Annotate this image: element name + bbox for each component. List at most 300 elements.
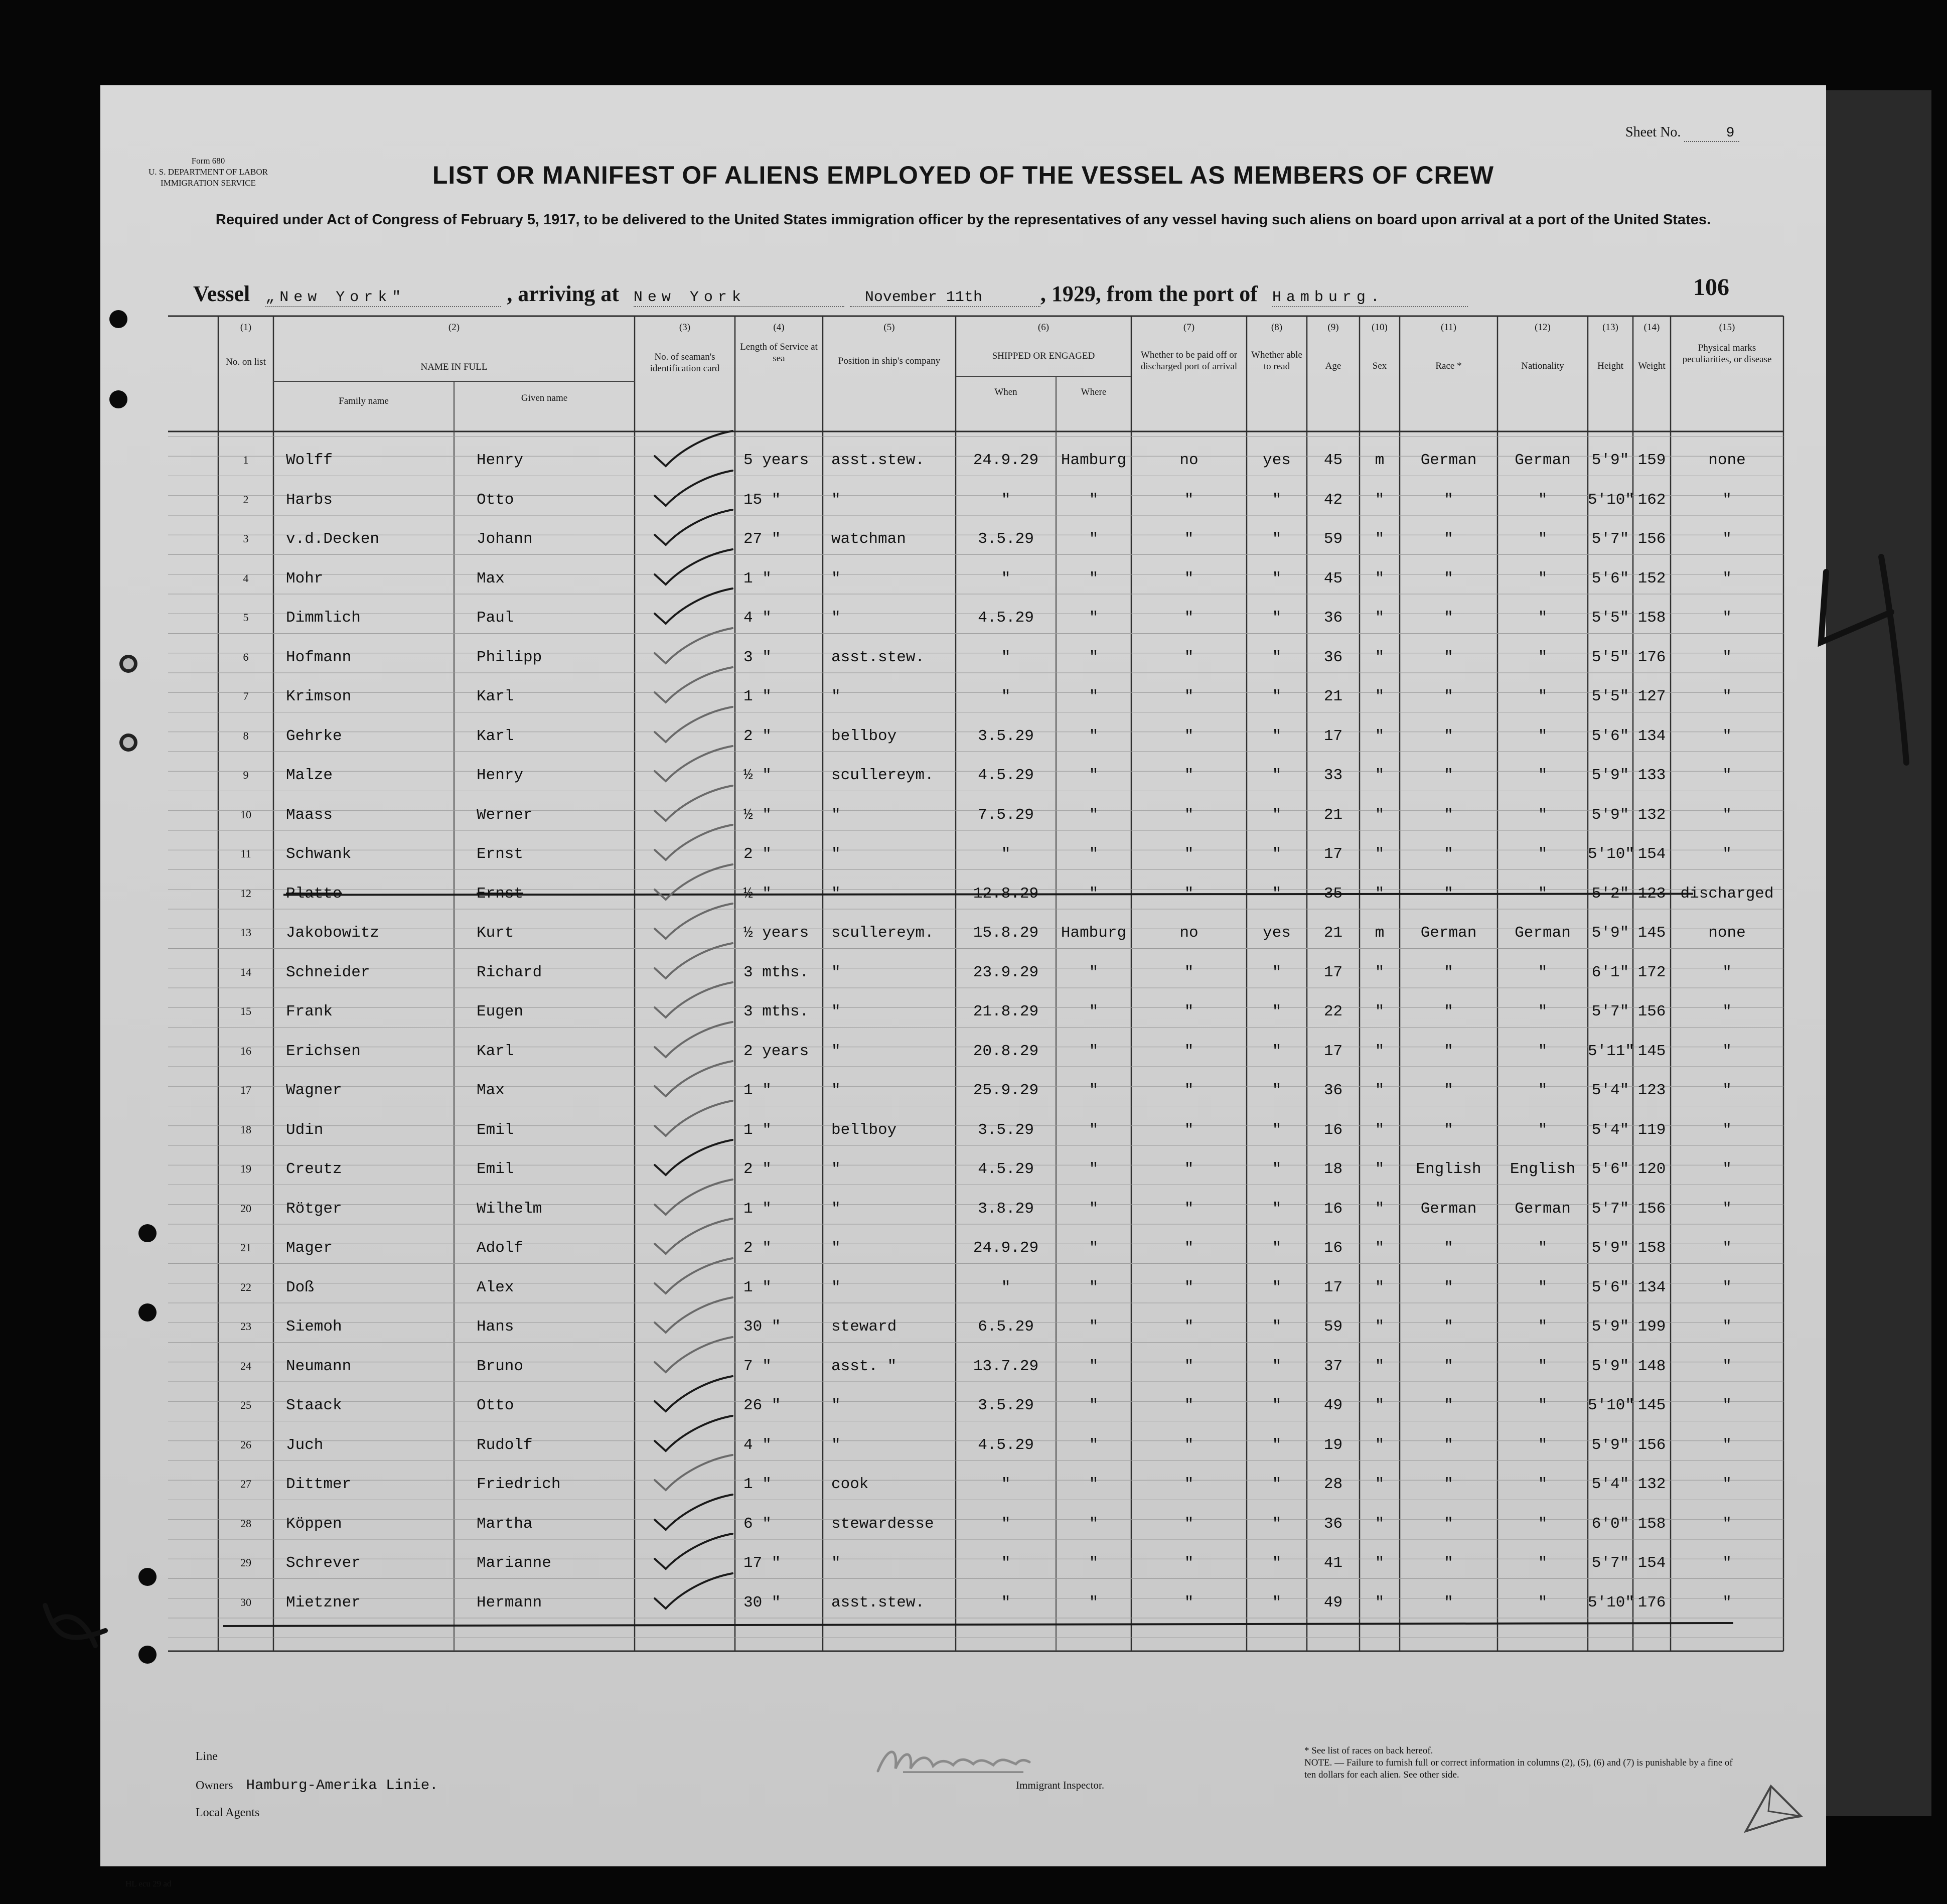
cell-when: "	[1001, 845, 1011, 863]
cell-no: 1	[243, 454, 249, 466]
cell-race: "	[1444, 1357, 1453, 1375]
cell-when: 24.9.29	[973, 452, 1039, 469]
cell-marks: "	[1722, 1554, 1732, 1572]
year-suffix: 29	[1073, 281, 1096, 306]
cell-age: 36	[1323, 609, 1343, 627]
cell-where: "	[1089, 1515, 1099, 1533]
pencil-mark-icon	[35, 1590, 115, 1656]
cell-position: "	[831, 1278, 841, 1296]
cell-position: "	[831, 1436, 841, 1454]
checkmark-icon	[650, 1059, 740, 1099]
cell-paid: "	[1184, 1397, 1194, 1414]
cell-no: 28	[240, 1517, 251, 1530]
cell-position: "	[831, 688, 841, 705]
cell-no: 2	[243, 493, 249, 506]
cell-marks: "	[1722, 1436, 1732, 1454]
cell-family: Hofmann	[286, 648, 352, 666]
footer-owners-value: Hamburg-Amerika Linie.	[246, 1777, 438, 1794]
vessel-name: „New York"	[265, 289, 501, 307]
cell-family: Staack	[286, 1397, 342, 1414]
vessel-line	[193, 281, 1468, 307]
checkmark-icon	[650, 428, 740, 469]
cell-position: asst.stew.	[831, 452, 925, 469]
cell-sex: "	[1375, 1476, 1385, 1493]
cell-no: 6	[243, 650, 249, 663]
cell-where: "	[1089, 885, 1099, 903]
cell-position: cook	[831, 1476, 869, 1493]
cell-given: Ernst	[477, 845, 524, 863]
checkmark-icon	[650, 468, 740, 508]
checkmark-icon	[650, 744, 740, 784]
cell-given: Bruno	[477, 1357, 524, 1375]
checkmark-icon	[650, 1019, 740, 1060]
cell-nat: "	[1538, 1515, 1548, 1533]
cell-race: "	[1444, 767, 1453, 784]
cell-family: Siemoh	[286, 1318, 342, 1336]
header-race: Race *	[1435, 361, 1462, 371]
cell-weight: 158	[1637, 1515, 1666, 1533]
header-age: Age	[1325, 361, 1341, 371]
cell-weight: 156	[1637, 1003, 1666, 1020]
cell-read: "	[1272, 609, 1282, 627]
print-code: HL ecu 29 ad	[125, 1879, 172, 1888]
cell-age: 28	[1323, 1476, 1343, 1493]
cell-height: 5'7"	[1591, 1200, 1629, 1218]
cell-when: 3.5.29	[978, 727, 1034, 745]
cell-when: 13.7.29	[973, 1357, 1039, 1375]
cell-weight: 119	[1637, 1121, 1666, 1139]
cell-service: 17 "	[743, 1554, 781, 1572]
cell-weight: 148	[1637, 1357, 1666, 1375]
cell-nat: "	[1538, 727, 1548, 745]
cell-nat: "	[1538, 688, 1548, 705]
cell-read: "	[1272, 845, 1282, 863]
cell-no: 8	[243, 729, 249, 742]
punch-hole-icon	[109, 310, 127, 328]
cell-where: "	[1089, 1200, 1099, 1218]
cell-read: "	[1272, 806, 1282, 824]
from-port: Hamburg.	[1272, 289, 1468, 307]
checkmark-icon	[650, 1137, 740, 1178]
checkmark-icon	[650, 1256, 740, 1296]
cell-race: "	[1444, 885, 1453, 903]
cell-race: "	[1444, 1397, 1453, 1414]
cell-weight: 154	[1637, 845, 1666, 863]
cell-service: 2 years	[743, 1042, 809, 1060]
header-able-read: Whether able to read	[1251, 350, 1302, 372]
cell-marks: "	[1722, 1160, 1732, 1178]
punch-hole-icon	[119, 655, 137, 673]
cell-given: Alex	[477, 1278, 514, 1296]
cell-where: "	[1089, 1278, 1099, 1296]
cell-weight: 145	[1637, 924, 1666, 942]
cell-family: Rötger	[286, 1200, 342, 1218]
cell-paid: "	[1184, 1357, 1194, 1375]
cell-given: Henry	[477, 767, 524, 784]
cell-weight: 172	[1637, 963, 1666, 981]
cell-paid: "	[1184, 1476, 1194, 1493]
cell-height: 5'10"	[1588, 491, 1635, 509]
cell-service: ½ "	[743, 885, 772, 903]
cell-read: "	[1272, 727, 1282, 745]
cell-when: 21.8.29	[973, 1003, 1039, 1020]
cell-when: 3.5.29	[978, 1121, 1034, 1139]
cell-race: English	[1416, 1160, 1481, 1178]
cell-given: Adolf	[477, 1239, 524, 1257]
cell-sex: m	[1375, 924, 1385, 942]
cell-position: "	[831, 569, 841, 588]
cell-when: 4.5.29	[978, 767, 1034, 784]
cell-read: "	[1272, 1397, 1282, 1414]
cell-nat: "	[1538, 963, 1548, 981]
cell-family: Dimmlich	[286, 609, 361, 627]
cell-paid: "	[1184, 1121, 1194, 1139]
cell-service: 4 "	[743, 1436, 772, 1454]
cell-weight: 176	[1637, 1593, 1666, 1612]
cell-where: Hamburg	[1061, 924, 1127, 942]
col-num-10: (10)	[1372, 322, 1388, 333]
header-paid-off: Whether to be paid off or discharged port of arrival	[1140, 350, 1238, 372]
punch-hole-icon	[138, 1568, 157, 1586]
cell-family: Gehrke	[286, 727, 342, 745]
col-num-7: (7)	[1183, 322, 1195, 333]
cell-marks: "	[1722, 727, 1732, 745]
header-seamans-card: No. of seaman's identification card	[650, 352, 720, 374]
cell-family: v.d.Decken	[286, 530, 380, 548]
cell-marks: none	[1708, 452, 1746, 469]
cell-paid: "	[1184, 688, 1194, 705]
header-position: Position in ship's company	[838, 356, 941, 366]
cell-when: 24.9.29	[973, 1239, 1039, 1257]
cell-service: 6 "	[743, 1515, 772, 1533]
cell-sex: "	[1375, 1278, 1385, 1296]
cell-weight: 145	[1637, 1397, 1666, 1414]
end-of-list-line	[223, 1623, 1733, 1626]
cell-when: 4.5.29	[978, 609, 1034, 627]
cell-weight: 123	[1637, 1082, 1666, 1099]
cell-height: 5'7"	[1591, 1554, 1629, 1572]
cell-age: 16	[1323, 1121, 1343, 1139]
cell-height: 5'9"	[1591, 452, 1629, 469]
arriving-label: , arriving at	[507, 281, 619, 306]
cell-read: "	[1272, 1278, 1282, 1296]
cell-sex: "	[1375, 609, 1385, 627]
crew-manifest-table	[168, 316, 1783, 1681]
cell-weight: 159	[1637, 452, 1666, 469]
cell-position: stewardesse	[831, 1515, 934, 1533]
cell-marks: "	[1722, 569, 1732, 588]
scan-background	[1821, 90, 1931, 1816]
cell-paid: "	[1184, 1042, 1194, 1060]
cell-paid: "	[1184, 1003, 1194, 1020]
cell-race: "	[1444, 1239, 1453, 1257]
cell-position: "	[831, 963, 841, 981]
checkmark-icon	[650, 586, 740, 626]
checkmark-icon	[650, 1531, 740, 1571]
cell-service: 1 "	[743, 1082, 772, 1099]
cell-marks: "	[1722, 648, 1732, 666]
cell-given: Werner	[477, 806, 533, 824]
cell-height: 5'9"	[1591, 1239, 1629, 1257]
cell-nat: "	[1538, 530, 1548, 548]
cell-no: 21	[240, 1241, 251, 1254]
cell-no: 20	[240, 1202, 251, 1215]
inspector-label: Immigrant Inspector.	[1016, 1779, 1105, 1791]
cell-service: 1 "	[743, 1121, 772, 1139]
cell-paid: "	[1184, 491, 1194, 509]
cell-height: 5'9"	[1591, 1318, 1629, 1336]
cell-family: Neumann	[286, 1357, 352, 1375]
cell-no: 11	[240, 847, 251, 860]
cell-height: 6'1"	[1591, 963, 1629, 981]
cell-marks: "	[1722, 1397, 1732, 1414]
cell-paid: "	[1184, 1318, 1194, 1336]
cell-race: German	[1420, 1200, 1477, 1218]
cell-age: 41	[1323, 1554, 1343, 1572]
cell-when: 6.5.29	[978, 1318, 1034, 1336]
cell-given: Rudolf	[477, 1436, 533, 1454]
cell-where: "	[1089, 1003, 1099, 1020]
cell-read: "	[1272, 1160, 1282, 1178]
service-label: IMMIGRATION SERVICE	[161, 178, 256, 188]
cell-no: 18	[240, 1123, 251, 1136]
cell-paid: "	[1184, 1436, 1194, 1454]
cell-weight: 120	[1637, 1160, 1666, 1178]
cell-height: 5'7"	[1591, 530, 1629, 548]
cell-read: "	[1272, 1476, 1282, 1493]
cell-family: Schwank	[286, 845, 352, 863]
cell-family: Schrever	[286, 1554, 361, 1572]
cell-paid: "	[1184, 569, 1194, 588]
cell-where: "	[1089, 1357, 1099, 1375]
cell-sex: "	[1375, 727, 1385, 745]
cell-family: Wagner	[286, 1082, 342, 1099]
checkmark-icon	[650, 1098, 740, 1138]
cell-no: 7	[243, 690, 249, 702]
cell-nat: "	[1538, 648, 1548, 666]
header-name-in-full: NAME IN FULL	[420, 362, 488, 372]
col-num-12: (12)	[1535, 322, 1551, 333]
header-weight: Weight	[1638, 361, 1666, 371]
cell-height: 5'9"	[1591, 806, 1629, 824]
cell-marks: "	[1722, 1278, 1732, 1296]
cell-position: "	[831, 609, 841, 627]
cell-read: "	[1272, 1200, 1282, 1218]
cell-nat: "	[1538, 609, 1548, 627]
cell-when: 12.8.29	[973, 885, 1039, 903]
cell-height: 5'9"	[1591, 767, 1629, 784]
footer-local-agents: Local Agents	[196, 1806, 260, 1819]
cell-family: Harbs	[286, 491, 333, 509]
cell-sex: "	[1375, 1160, 1385, 1178]
cell-nat: "	[1538, 1239, 1548, 1257]
cell-race: "	[1444, 1476, 1453, 1493]
cell-weight: 162	[1637, 491, 1666, 509]
cell-height: 5'10"	[1588, 1397, 1635, 1414]
cell-weight: 132	[1637, 1476, 1666, 1493]
cell-no: 4	[243, 571, 249, 584]
department-label: U. S. DEPARTMENT OF LABOR	[148, 167, 268, 177]
checkmark-icon	[650, 1177, 740, 1217]
cell-height: 5'9"	[1591, 1357, 1629, 1375]
cell-race: "	[1444, 1436, 1453, 1454]
vessel-label: Vessel	[193, 281, 250, 306]
cell-race: "	[1444, 963, 1453, 981]
cell-age: 16	[1323, 1200, 1343, 1218]
cell-given: Wilhelm	[477, 1200, 542, 1218]
form-number: Form 680	[191, 156, 225, 166]
cell-nat: "	[1538, 1436, 1548, 1454]
cell-service: 3 mths.	[743, 1003, 809, 1020]
cell-position: "	[831, 1200, 841, 1218]
cell-given: Max	[477, 1082, 505, 1099]
cell-where: "	[1089, 530, 1099, 548]
cell-weight: 199	[1637, 1318, 1666, 1336]
cell-service: 27 "	[743, 530, 781, 548]
cell-when: 15.8.29	[973, 924, 1039, 942]
sheet-number-label: Sheet No.	[1625, 124, 1681, 140]
page-subtitle: Required under Act of Congress of February 5, 1917, to be delivered to the United States immigration officer by the representatives of any vessel having such aliens on board upon arrival at a port of the United States.	[215, 212, 1711, 228]
cell-no: 17	[240, 1084, 251, 1096]
cell-race: "	[1444, 1554, 1453, 1572]
cell-position: "	[831, 1082, 841, 1099]
cell-nat: "	[1538, 1593, 1548, 1612]
cell-nat: "	[1538, 806, 1548, 824]
cell-sex: "	[1375, 1593, 1385, 1612]
cell-read: "	[1272, 1318, 1282, 1336]
cell-race: German	[1420, 452, 1477, 469]
cell-marks: "	[1722, 1318, 1732, 1336]
cell-age: 42	[1323, 491, 1343, 509]
cell-age: 21	[1323, 924, 1343, 942]
cell-where: "	[1089, 845, 1099, 863]
cell-given: Hans	[477, 1318, 514, 1336]
cell-age: 17	[1323, 727, 1343, 745]
cell-height: 5'6"	[1591, 1278, 1629, 1296]
cell-race: "	[1444, 1003, 1453, 1020]
cell-position: watchman	[831, 530, 906, 548]
cell-family: Jakobowitz	[286, 924, 380, 942]
cell-paid: "	[1184, 1082, 1194, 1099]
cell-nat: "	[1538, 491, 1548, 509]
col-num-2: (2)	[448, 322, 460, 333]
sheet-number	[1625, 124, 1739, 142]
cell-when: "	[1001, 648, 1011, 666]
punch-hole-icon	[109, 390, 127, 408]
cell-position: "	[831, 806, 841, 824]
cell-position: "	[831, 1003, 841, 1020]
cell-given: Karl	[477, 727, 514, 745]
cell-height: 5'4"	[1591, 1121, 1629, 1139]
checkmark-icon	[650, 1413, 740, 1453]
cell-service: 1 "	[743, 569, 772, 588]
cell-service: 7 "	[743, 1357, 772, 1375]
cell-position: scullereym.	[831, 924, 934, 942]
checkmark-icon	[650, 547, 740, 587]
cell-sex: "	[1375, 491, 1385, 509]
cell-race: "	[1444, 1082, 1453, 1099]
cell-race: "	[1444, 688, 1453, 705]
cell-sex: "	[1375, 1318, 1385, 1336]
cell-age: 16	[1323, 1239, 1343, 1257]
checkmark-icon	[650, 1571, 740, 1611]
cell-race: "	[1444, 1515, 1453, 1533]
checkmark-icon	[650, 1492, 740, 1532]
checkmark-icon	[650, 1374, 740, 1414]
cell-marks: "	[1722, 1593, 1732, 1612]
cell-when: 3.5.29	[978, 530, 1034, 548]
cell-sex: "	[1375, 1397, 1385, 1414]
cell-paid: "	[1184, 1515, 1194, 1533]
checkmark-icon	[650, 941, 740, 981]
cell-paid: "	[1184, 1239, 1194, 1257]
cell-position: "	[831, 885, 841, 903]
cell-race: "	[1444, 806, 1453, 824]
cell-age: 33	[1323, 767, 1343, 784]
cell-position: "	[831, 1554, 841, 1572]
cell-nat: "	[1538, 845, 1548, 863]
cell-age: 17	[1323, 845, 1343, 863]
header-family-name: Family name	[339, 396, 389, 406]
cell-no: 30	[240, 1595, 251, 1608]
note-races: * See list of races on back hereof.	[1304, 1745, 1433, 1756]
cell-position: asst.stew.	[831, 648, 925, 666]
cell-position: bellboy	[831, 1121, 897, 1139]
cell-weight: 156	[1637, 530, 1666, 548]
cell-read: "	[1272, 963, 1282, 981]
header-where: Where	[1081, 387, 1107, 397]
cell-sex: "	[1375, 963, 1385, 981]
cell-service: 1 "	[743, 1278, 772, 1296]
cell-family: Krimson	[286, 688, 352, 705]
cell-given: Otto	[477, 1397, 514, 1414]
cell-age: 21	[1323, 688, 1343, 705]
cell-given: Emil	[477, 1121, 514, 1139]
cell-position: "	[831, 491, 841, 509]
cell-given: Richard	[477, 963, 542, 981]
cell-paid: "	[1184, 885, 1194, 903]
cell-paid: "	[1184, 845, 1194, 863]
cell-no: 5	[243, 611, 249, 624]
cell-service: 15 "	[743, 491, 781, 509]
cell-weight: 123	[1637, 885, 1666, 903]
checkmark-icon	[650, 1452, 740, 1493]
cell-nat: "	[1538, 885, 1548, 903]
cell-race: "	[1444, 569, 1453, 588]
arrival-date: November 11th	[850, 289, 1040, 307]
cell-where: "	[1089, 1436, 1099, 1454]
col-num-14: (14)	[1643, 322, 1660, 333]
cell-where: "	[1089, 688, 1099, 705]
cell-height: 5'6"	[1591, 569, 1629, 588]
cell-no: 10	[240, 808, 251, 821]
cell-weight: 156	[1637, 1200, 1666, 1218]
cell-age: 37	[1323, 1357, 1343, 1375]
cell-family: Mietzner	[286, 1593, 361, 1612]
cell-given: Karl	[477, 688, 514, 705]
cell-sex: "	[1375, 1200, 1385, 1218]
cell-weight: 158	[1637, 1239, 1666, 1257]
cell-when: "	[1001, 1515, 1011, 1533]
cell-given: Max	[477, 569, 505, 588]
inspector-signature	[873, 1741, 1033, 1784]
cell-family: Maass	[286, 806, 333, 824]
cell-read: yes	[1263, 924, 1291, 942]
sheet-number-value: 9	[1684, 125, 1739, 142]
footer-notes	[1304, 1745, 1746, 1781]
cell-marks: discharged	[1680, 885, 1774, 903]
cell-sex: "	[1375, 569, 1385, 588]
